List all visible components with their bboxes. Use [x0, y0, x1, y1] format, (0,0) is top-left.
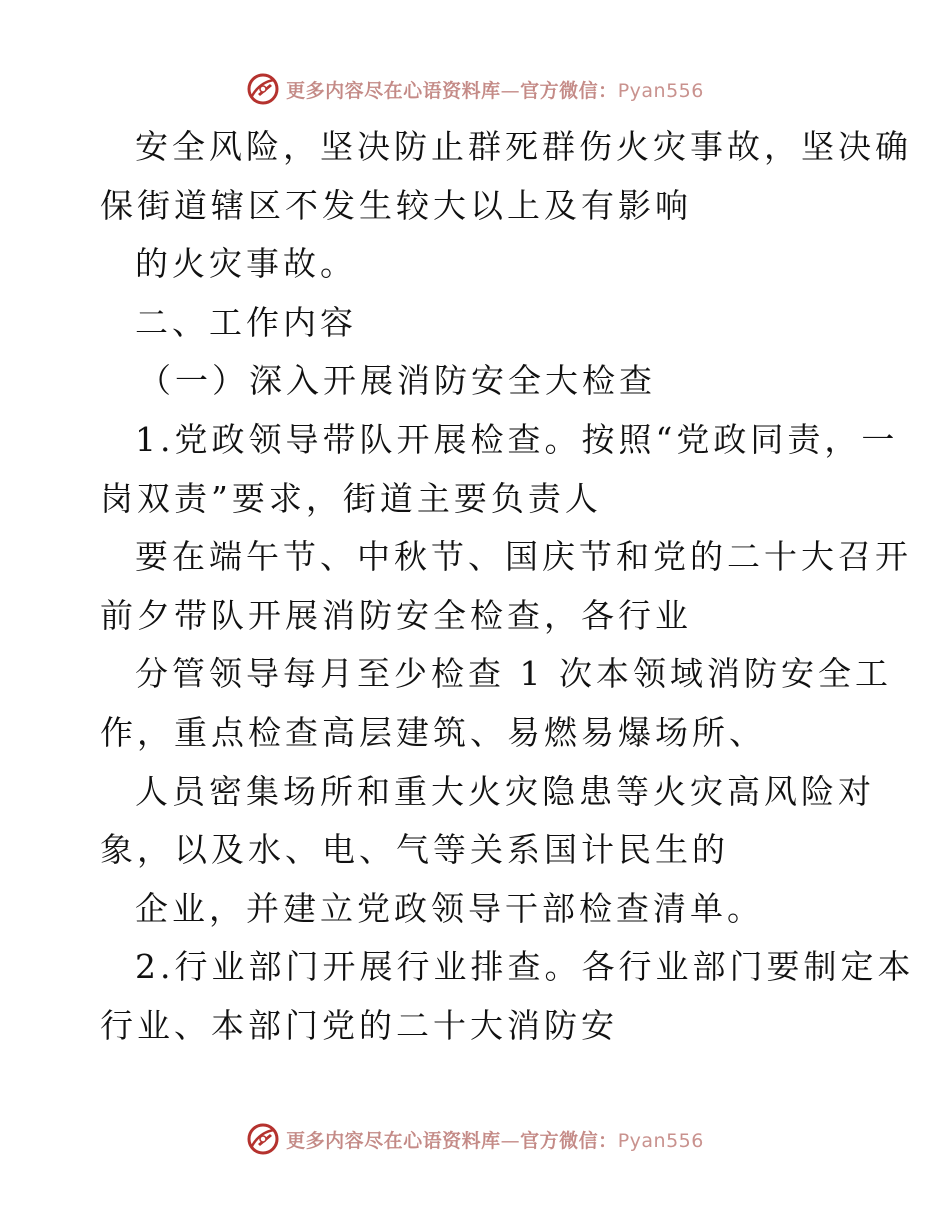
pen-logo-icon [246, 72, 280, 106]
text-line: 行业、本部门党的二十大消防安 [100, 1005, 618, 1045]
header-banner [0, 72, 950, 106]
pen-logo-icon [246, 1122, 280, 1156]
banner-dash: — [500, 1129, 521, 1152]
text-line: 前夕带队开展消防安全检查，各行业 [100, 595, 692, 635]
banner-wechat-label: 官方微信： [520, 1129, 618, 1152]
banner-wechat-label: 官方微信： [520, 79, 618, 102]
banner-wechat-id: Pyan556 [617, 1129, 704, 1152]
text-line: 分管领导每月至少检查 1 次本领域消防安全工 [135, 654, 892, 694]
subsection-heading: （一）深入开展消防安全大检查 [138, 361, 656, 401]
text-line: 作，重点检查高层建筑、易燃易爆场所、 [100, 712, 766, 752]
text-line: 安全风险，坚决防止群死群伤火灾事故，坚决确 [135, 127, 912, 166]
text-line: 要在端午节、中秋节、国庆节和党的二十大召开 [135, 537, 912, 577]
footer-banner [0, 1122, 950, 1156]
text-line: 岗双责”要求，街道主要负责人 [100, 478, 602, 518]
document-body [100, 118, 915, 1056]
text-line: 企业，并建立党政领导干部检查清单。 [135, 888, 764, 928]
banner-wechat-id: Pyan556 [617, 79, 704, 102]
text-line: 1.党政领导带队开展检查。按照“党政同责，一 [135, 419, 899, 459]
banner-text [286, 76, 704, 103]
banner-text [286, 1126, 704, 1153]
text-line: 2.行业部门开展行业排查。各行业部门要制定本 [135, 947, 915, 987]
text-line: 保街道辖区不发生较大以上及有影响 [100, 185, 692, 225]
text-line: 象，以及水、电、气等关系国计民生的 [100, 830, 729, 870]
text-line: 的火灾事故。 [135, 244, 357, 284]
section-heading: 二、工作内容 [135, 302, 357, 342]
banner-main-text: 更多内容尽在心语资料库 [286, 79, 501, 102]
banner-dash: — [500, 79, 521, 102]
banner-main-text: 更多内容尽在心语资料库 [286, 1129, 501, 1152]
text-line: 人员密集场所和重大火灾隐患等火灾高风险对 [135, 771, 875, 811]
